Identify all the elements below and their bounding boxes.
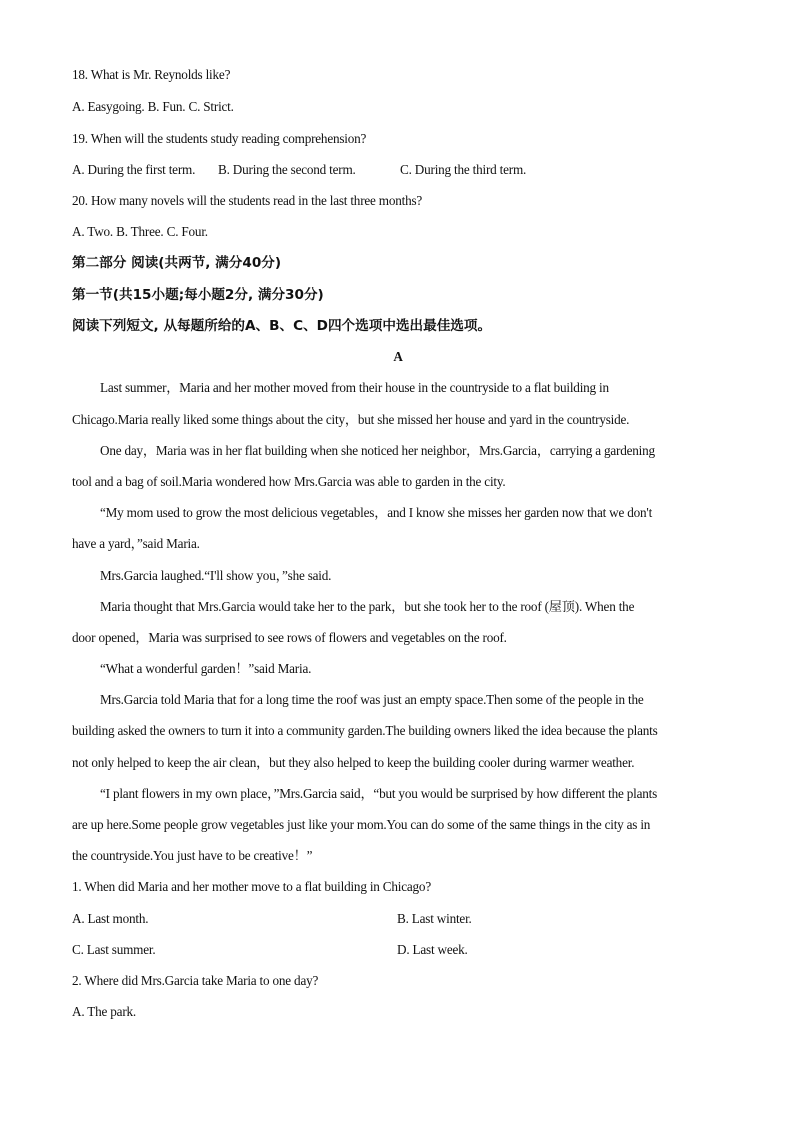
passage-line: the countryside.You just have to be creative！” <box>72 848 313 863</box>
passage-label: A <box>393 349 403 364</box>
question-19-option-a: A. During the first term. <box>72 162 196 177</box>
question-1: 1. When did Maria and her mother move to a flat building in Chicago? <box>72 879 431 894</box>
passage-line: Maria thought that Mrs.Garcia would take her to the park，but she took her to the roof (屋顶). When the <box>100 599 635 614</box>
question-19-option-c: C. During the third term. <box>400 162 527 177</box>
passage-line: Mrs.Garcia told Maria that for a long time the roof was just an empty space.Then some of the people in the <box>100 692 644 707</box>
passage-line: are up here.Some people grow vegetables just like your mom.You can do some of the same things in the city as in <box>72 817 651 832</box>
passage-line: have a yard，”said Maria. <box>72 536 200 551</box>
passage-line: “I plant flowers in my own place，”Mrs.Garcia said，“but you would be surprised by how different the plants <box>100 786 658 801</box>
part-title: 第二部分 阅读(共两节, 满分40分) <box>72 255 282 271</box>
section-subtitle: 第一节(共15小题;每小题2分, 满分30分) <box>72 287 324 303</box>
passage-line: Last summer，Maria and her mother moved from their house in the countryside to a flat building in <box>100 380 609 395</box>
passage-line: door opened，Maria was surprised to see rows of flowers and vegetables on the roof. <box>72 630 507 645</box>
question-19-option-b: B. During the second term. <box>218 162 356 177</box>
question-1-option-b: B. Last winter. <box>397 911 472 926</box>
question-20-options: A. Two. B. Three. C. Four. <box>72 224 208 239</box>
passage-line: One day，Maria was in her flat building when she noticed her neighbor，Mrs.Garcia，carrying a gardening <box>100 443 655 458</box>
passage-line: not only helped to keep the air clean，but they also helped to keep the building cooler during warmer weather. <box>72 755 635 770</box>
question-1-option-c: C. Last summer. <box>72 942 156 957</box>
question-18: 18. What is Mr. Reynolds like? <box>72 67 231 82</box>
passage-line: Chicago.Maria really liked some things about the city，but she missed her house and yard in the countryside. <box>72 412 630 427</box>
question-2-option-a: A. The park. <box>72 1004 137 1019</box>
question-1-option-a: A. Last month. <box>72 911 149 926</box>
passage-line: “My mom used to grow the most delicious vegetables，and I know she misses her garden now that we don't <box>100 505 653 520</box>
passage-line: “What a wonderful garden！”said Maria. <box>100 661 312 676</box>
question-1-option-d: D. Last week. <box>397 942 468 957</box>
passage-line: Mrs.Garcia laughed.“I'll show you，”she said. <box>100 568 332 583</box>
question-19: 19. When will the students study reading comprehension? <box>72 131 367 146</box>
passage-line: building asked the owners to turn it into a community garden.The building owners liked the idea because the plants <box>72 723 658 738</box>
question-18-options: A. Easygoing. B. Fun. C. Strict. <box>72 99 234 114</box>
question-20: 20. How many novels will the students read in the last three months? <box>72 193 423 208</box>
question-2: 2. Where did Mrs.Garcia take Maria to one day? <box>72 973 319 988</box>
passage-line: tool and a bag of soil.Maria wondered how Mrs.Garcia was able to garden in the city. <box>72 474 506 489</box>
section-instruction: 阅读下列短文, 从每题所给的A、B、C、D四个选项中选出最佳选项。 <box>72 318 492 334</box>
